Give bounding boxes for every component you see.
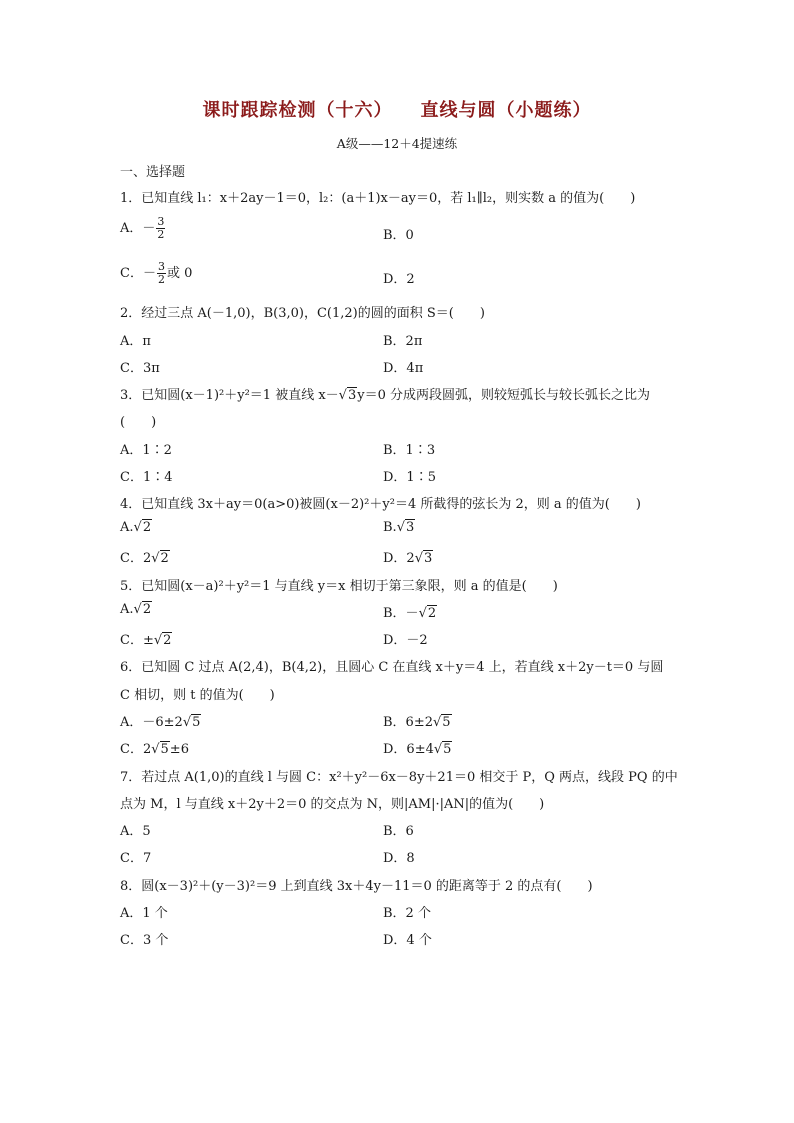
q5-option-c: C．±√2 — [120, 633, 172, 648]
q6-option-b: B．6±2√5 — [383, 715, 451, 730]
q4-option-a: A.√2 — [120, 520, 152, 535]
q1-option-c: C．－ $\frac{3}{2}$ 或 0 — [120, 260, 193, 286]
q4-option-d: D．2√3 — [383, 551, 433, 566]
q8-stem: 8．圆(x－3)²＋(y－3)²＝9 上到直线 3x＋4y－11＝0 的距离等于 2 的点有( ) — [120, 879, 593, 894]
q2-option-b: B．2π — [383, 334, 423, 349]
q3-option-b: B．1∶3 — [383, 443, 436, 458]
q2-option-c: C．3π — [120, 361, 160, 376]
q1-option-d: D．2 — [383, 272, 415, 287]
q3-stem: 3．已知圆(x－1)²＋y²＝1 被直线 x－√3y＝0 分成两段圆弧，则较短弧长与较长弧长之比为 — [120, 388, 650, 403]
q6-option-d: D．6±4√5 — [383, 742, 452, 757]
q4-option-c: C．2√2 — [120, 551, 169, 566]
q7-option-c: C．7 — [120, 851, 152, 866]
q6-stem-cont: C 相切，则 t 的值为( ) — [120, 688, 275, 703]
q4-option-b: B.√3 — [383, 520, 415, 535]
q8-option-c: C．3 个 — [120, 933, 169, 948]
q3-option-d: D．1∶5 — [383, 470, 436, 485]
title-part2: 直线与圆（小题练） — [420, 100, 592, 121]
sqrt: √3 — [338, 388, 357, 403]
q7-stem-cont: 点为 M，l 与直线 x＋2y＋2＝0 的交点为 N，则|AM|·|AN|的值为( ) — [120, 797, 545, 812]
q2-stem: 2．经过三点 A(－1,0)，B(3,0)，C(1,2)的圆的面积 S＝( ) — [120, 306, 485, 321]
q1-stem: 1．已知直线 l₁：x＋2ay－1＝0，l₂：(a＋1)x－ay＝0，若 l₁∥l₂，则实数 a 的值为( ) — [120, 191, 636, 206]
q6-stem: 6．已知圆 C 过点 A(2,4)，B(4,2)，且圆心 C 在直线 x＋y＝4 上，若直线 x＋2y－t＝0 与圆 — [120, 660, 664, 675]
page-title — [0, 96, 794, 122]
q3-option-c: C．1∶4 — [120, 470, 173, 485]
q5-option-d: D．－2 — [383, 633, 428, 648]
q6-option-c: C．2√5±6 — [120, 742, 189, 757]
q3-option-a: A．1∶2 — [120, 443, 172, 458]
q7-option-b: B．6 — [383, 824, 414, 839]
q5-stem: 5．已知圆(x－a)²＋y²＝1 与直线 y＝x 相切于第三象限，则 a 的值是( ) — [120, 579, 558, 594]
q2-option-d: D．4π — [383, 361, 424, 376]
q4-stem: 4．已知直线 3x＋ay＝0(a>0)被圆(x－2)²＋y²＝4 所截得的弦长为 2，则 a 的值为( ) — [120, 497, 641, 512]
q8-option-a: A．1 个 — [120, 906, 168, 921]
q3-stem-cont: ( ) — [120, 415, 157, 430]
section-heading: 一、选择题 — [120, 165, 186, 180]
fraction: $\frac{3}{2}$ — [157, 260, 165, 286]
q1-option-b: B．0 — [383, 228, 414, 243]
title-part1: 课时跟踪检测（十六） — [202, 100, 393, 121]
q8-option-d: D．4 个 — [383, 933, 432, 948]
q5-option-a: A.√2 — [120, 602, 152, 617]
q8-option-b: B．2 个 — [383, 906, 431, 921]
q7-stem: 7．若过点 A(1,0)的直线 l 与圆 C：x²＋y²－6x－8y＋21＝0 相交于 P，Q 两点，线段 PQ 的中 — [120, 770, 678, 785]
level-subtitle: A级——12＋4提速练 — [336, 136, 458, 151]
q2-option-a: A．π — [120, 334, 151, 349]
q5-option-b: B．－√2 — [383, 606, 437, 621]
fraction: $\frac{3}{2}$ — [157, 215, 165, 241]
q7-option-a: A．5 — [120, 824, 151, 839]
q1-option-a: A．－ $\frac{3}{2}$ — [120, 215, 165, 241]
q7-option-d: D．8 — [383, 851, 415, 866]
q6-option-a: A．－6±2√5 — [120, 715, 201, 730]
